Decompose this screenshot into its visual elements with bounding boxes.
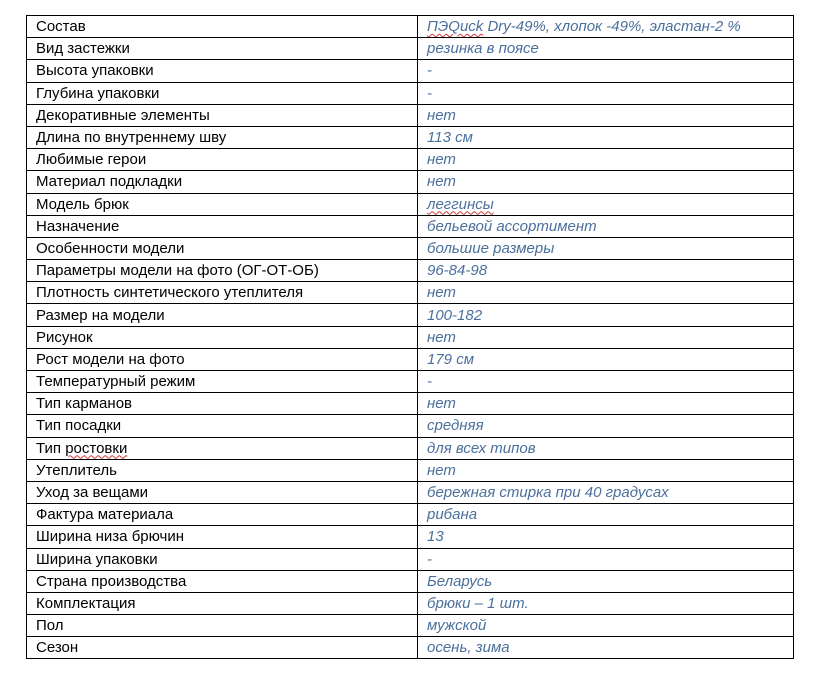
value-cell: -: [418, 548, 794, 570]
property-cell: Размер на модели: [27, 304, 418, 326]
value-cell: 96-84-98: [418, 260, 794, 282]
value-cell: 13: [418, 526, 794, 548]
property-cell: Декоративные элементы: [27, 104, 418, 126]
table-row: [27, 237, 794, 259]
value-cell: брюки – 1 шт.: [418, 592, 794, 614]
product-spec-table: [26, 15, 794, 659]
property-cell: Рост модели на фото: [27, 348, 418, 370]
property-cell: Ширина низа брючин: [27, 526, 418, 548]
spec-table-body: [27, 16, 794, 659]
value-cell: осень, зима: [418, 637, 794, 659]
value-cell: -: [418, 60, 794, 82]
value-cell: нет: [418, 393, 794, 415]
table-row: [27, 60, 794, 82]
value-cell: [418, 193, 794, 215]
property-cell: Фактура материала: [27, 504, 418, 526]
property-cell: Модель брюк: [27, 193, 418, 215]
property-cell: Тип посадки: [27, 415, 418, 437]
property-cell: Глубина упаковки: [27, 82, 418, 104]
property-cell: Ширина упаковки: [27, 548, 418, 570]
table-row: [27, 348, 794, 370]
table-row: [27, 171, 794, 193]
property-cell: Страна производства: [27, 570, 418, 592]
property-cell: Материал подкладки: [27, 171, 418, 193]
table-row: [27, 481, 794, 503]
table-row: [27, 548, 794, 570]
value-cell: 100-182: [418, 304, 794, 326]
table-row: [27, 371, 794, 393]
property-cell: Рисунок: [27, 326, 418, 348]
value-cell: мужской: [418, 615, 794, 637]
table-row: [27, 326, 794, 348]
value-cell: нет: [418, 459, 794, 481]
spellcheck-flagged-word: леггинсы: [427, 195, 494, 213]
table-row: [27, 393, 794, 415]
property-text: Тип: [36, 439, 66, 457]
table-row: [27, 592, 794, 614]
value-cell: нет: [418, 104, 794, 126]
property-cell: Высота упаковки: [27, 60, 418, 82]
property-cell: Длина по внутреннему шву: [27, 126, 418, 148]
value-cell: нет: [418, 149, 794, 171]
table-row: [27, 126, 794, 148]
table-row: [27, 193, 794, 215]
table-row: [27, 637, 794, 659]
property-cell: [27, 437, 418, 459]
value-cell: -: [418, 371, 794, 393]
property-cell: Сезон: [27, 637, 418, 659]
table-row: [27, 260, 794, 282]
value-cell: -: [418, 82, 794, 104]
table-row: [27, 38, 794, 60]
property-cell: Температурный режим: [27, 371, 418, 393]
table-row: [27, 82, 794, 104]
value-cell: средняя: [418, 415, 794, 437]
property-cell: Параметры модели на фото (ОГ-ОТ-ОБ): [27, 260, 418, 282]
property-cell: Вид застежки: [27, 38, 418, 60]
value-cell: нет: [418, 282, 794, 304]
table-row: [27, 215, 794, 237]
table-row: [27, 304, 794, 326]
table-row: [27, 526, 794, 548]
property-cell: Уход за вещами: [27, 481, 418, 503]
property-cell: Состав: [27, 16, 418, 38]
value-cell: нет: [418, 326, 794, 348]
table-row: [27, 615, 794, 637]
value-cell: бельевой ассортимент: [418, 215, 794, 237]
value-cell: большие размеры: [418, 237, 794, 259]
value-cell: 179 см: [418, 348, 794, 370]
value-cell: для всех типов: [418, 437, 794, 459]
value-cell: 113 см: [418, 126, 794, 148]
property-cell: Утеплитель: [27, 459, 418, 481]
value-cell: бережная стирка при 40 градусах: [418, 481, 794, 503]
table-row: [27, 16, 794, 38]
table-row: [27, 282, 794, 304]
value-cell: рибана: [418, 504, 794, 526]
spellcheck-flagged-word: ПЭQuck: [427, 18, 484, 36]
spellcheck-flagged-word: ростовки: [65, 439, 128, 457]
value-cell: Беларусь: [418, 570, 794, 592]
property-cell: Особенности модели: [27, 237, 418, 259]
value-cell: нет: [418, 171, 794, 193]
property-cell: Любимые герои: [27, 149, 418, 171]
property-cell: Назначение: [27, 215, 418, 237]
table-row: [27, 504, 794, 526]
table-row: [27, 104, 794, 126]
table-row: [27, 459, 794, 481]
value-cell: [418, 16, 794, 38]
property-cell: Тип карманов: [27, 393, 418, 415]
value-text: Dry-49%, хлопок -49%, эластан-2 %: [483, 18, 741, 36]
table-row: [27, 415, 794, 437]
table-row: [27, 570, 794, 592]
property-cell: Пол: [27, 615, 418, 637]
table-row: [27, 437, 794, 459]
property-cell: Плотность синтетического утеплителя: [27, 282, 418, 304]
table-row: [27, 149, 794, 171]
value-cell: резинка в поясе: [418, 38, 794, 60]
property-cell: Комплектация: [27, 592, 418, 614]
